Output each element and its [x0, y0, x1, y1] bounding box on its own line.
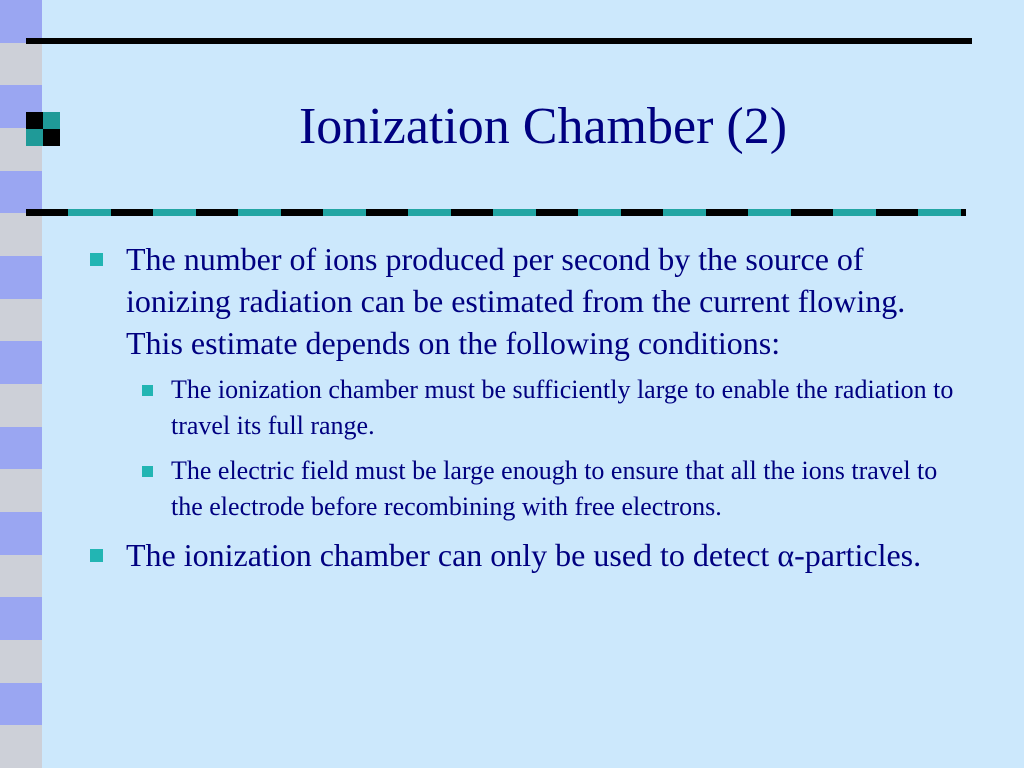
- sub-bullet-list: [88, 372, 958, 525]
- slide-body: [88, 238, 958, 584]
- square-bullet-icon: [142, 385, 153, 396]
- sub-bullet-text: The electric field must be large enough to ensure that all the ions travel to the electrode before recombining with free electrons.: [171, 456, 938, 521]
- top-divider: [26, 38, 972, 44]
- title-underline-divider: [26, 209, 966, 216]
- bullet-item: [88, 238, 958, 364]
- square-bullet-icon: [90, 253, 103, 266]
- sub-bullet-item: [88, 372, 958, 444]
- sub-bullet-text: The ionization chamber must be sufficiently large to enable the radiation to travel its full range.: [171, 375, 954, 440]
- sub-bullet-item: [88, 453, 958, 525]
- bullet-text: The number of ions produced per second by the source of ionizing radiation can be estimated from the current flowing. This estimate depends on the following conditions:: [126, 241, 906, 361]
- square-bullet-icon: [142, 466, 153, 477]
- slide-title: Ionization Chamber (2): [298, 98, 788, 155]
- bullet-item: [88, 534, 958, 576]
- bullet-text: The ionization chamber can only be used to detect α-particles.: [126, 537, 922, 573]
- checker-square-icon: [26, 112, 60, 146]
- square-bullet-icon: [90, 549, 103, 562]
